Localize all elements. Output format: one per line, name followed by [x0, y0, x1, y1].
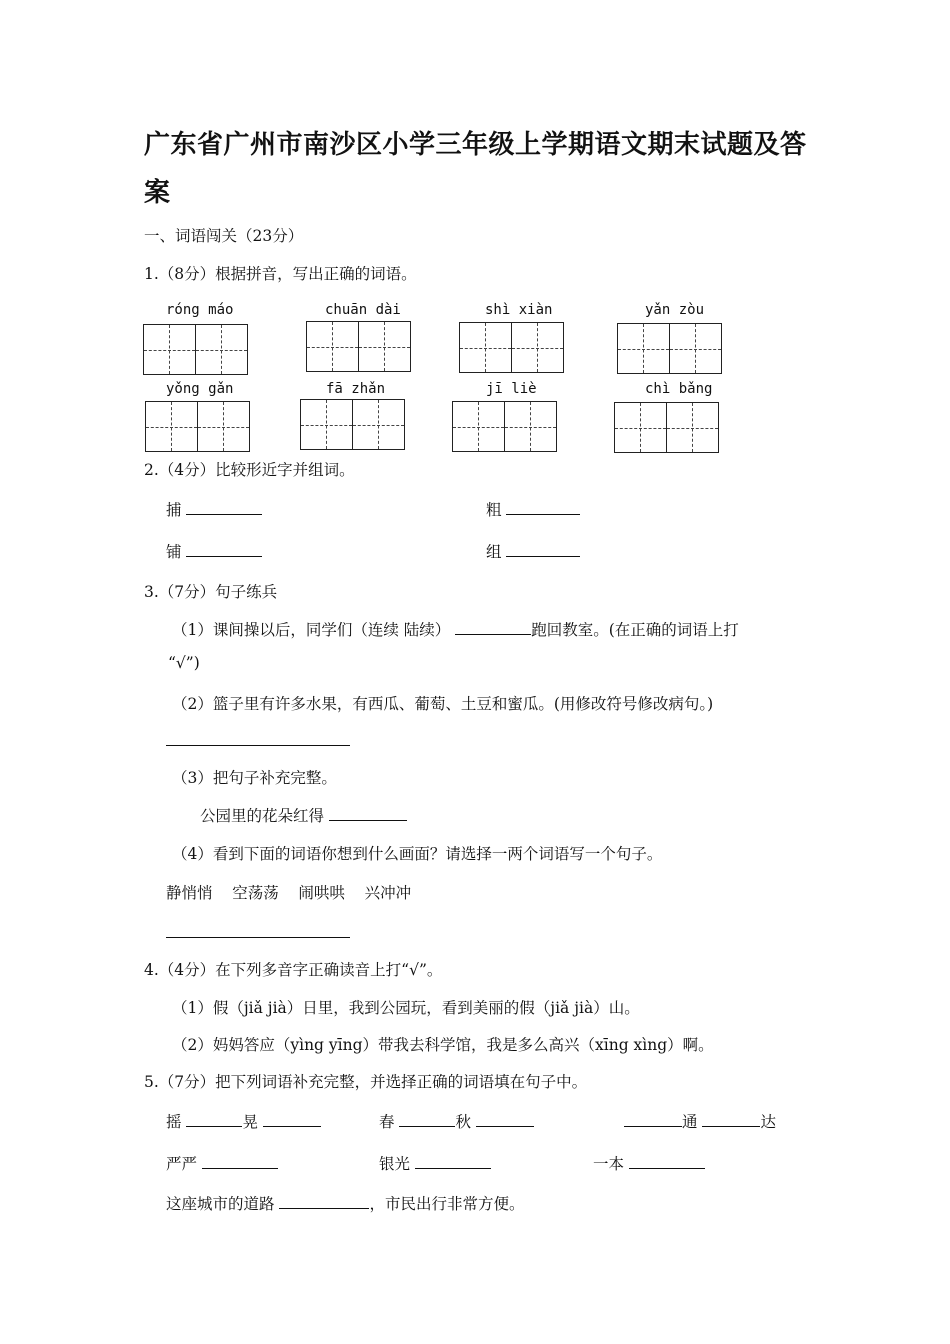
pinyin-7: jī liè [486, 381, 537, 397]
answer-blank[interactable] [506, 500, 580, 515]
question-5-label: 5.（7分）把下列词语补充完整，并选择正确的词语填在句子中。 [144, 1073, 588, 1091]
q4-sentence-1: （1）假（jiǎ jià）日里，我到公园玩，看到美丽的假（jiǎ jià）山。 [172, 999, 640, 1017]
pinyin-6: fā zhǎn [326, 381, 386, 397]
idiom-3: 通 达 [624, 1110, 776, 1132]
answer-blank[interactable] [263, 1112, 321, 1127]
page-title-continued: 案 [144, 178, 171, 208]
page-title: 广东省广州市南沙区小学三年级上学期语文期末试题及答 [144, 130, 807, 160]
writing-grid[interactable] [306, 321, 411, 372]
pinyin-4: yǎn zòu [645, 302, 705, 318]
question-4-label: 4.（4分）在下列多音字正确读音上打“√”。 [144, 961, 443, 979]
compare-char-4: 组 [486, 540, 580, 562]
pinyin-3: shì xiàn [485, 302, 553, 318]
idiom-6: 一本 [593, 1152, 705, 1174]
answer-blank[interactable] [329, 806, 407, 821]
writing-grid[interactable] [452, 401, 557, 452]
answer-blank[interactable] [186, 1112, 242, 1127]
pinyin-8: chì bǎng [645, 381, 713, 397]
pinyin-2: chuān dài [325, 302, 401, 318]
q3-sentence-4: （4）看到下面的词语你想到什么画面？请选择一两个词语写一个句子。 [172, 845, 663, 863]
pinyin-5: yǒng gǎn [166, 381, 234, 397]
idiom-4: 严严 [166, 1152, 278, 1174]
idiom-1: 摇 晃 [166, 1110, 321, 1132]
answer-blank[interactable] [455, 620, 531, 635]
answer-blank[interactable] [186, 500, 262, 515]
q3-sentence-3: （3）把句子补充完整。 [172, 769, 337, 787]
section-heading: 一、词语闯关（23分） [144, 227, 304, 245]
answer-blank[interactable] [202, 1154, 278, 1169]
writing-grid[interactable] [300, 399, 405, 450]
answer-blank[interactable] [629, 1154, 705, 1169]
writing-grid[interactable] [617, 323, 722, 374]
writing-grid[interactable] [145, 401, 250, 452]
pinyin-1: róng máo [166, 302, 234, 318]
answer-blank[interactable] [506, 542, 580, 557]
answer-blank[interactable] [415, 1154, 491, 1169]
question-3-label: 3.（7分）句子练兵 [144, 583, 278, 601]
q3-sentence-1: （1）课间操以后，同学们（连续 陆续） 跑回教室。(在正确的词语上打 [172, 621, 739, 639]
answer-line[interactable] [166, 937, 350, 938]
q5-sentence: 这座城市的道路 ，市民出行非常方便。 [166, 1195, 525, 1213]
q3-sentence-3-fill: 公园里的花朵红得 [200, 804, 407, 826]
answer-blank[interactable] [476, 1112, 534, 1127]
writing-grid[interactable] [614, 402, 719, 453]
answer-line[interactable] [166, 745, 350, 746]
q3-word-list: 静悄悄 空荡荡 闹哄哄 兴冲冲 [166, 884, 412, 902]
writing-grid[interactable] [143, 324, 248, 375]
q3-sentence-2: （2）篮子里有许多水果，有西瓜、葡萄、土豆和蜜瓜。(用修改符号修改病句。) [172, 695, 714, 713]
answer-blank[interactable] [702, 1112, 760, 1127]
compare-char-3: 铺 [166, 540, 262, 562]
compare-char-2: 粗 [486, 498, 580, 520]
compare-char-1: 捕 [166, 498, 262, 520]
question-1-label: 1.（8分）根据拼音，写出正确的词语。 [144, 265, 417, 283]
answer-blank[interactable] [399, 1112, 455, 1127]
idiom-2: 春 秋 [379, 1110, 534, 1132]
q3-sentence-1-cont: “√”) [168, 654, 200, 672]
q4-sentence-2: （2）妈妈答应（yìng yīng）带我去科学馆，我是多么高兴（xīng xìng）啊。 [172, 1036, 714, 1054]
answer-blank[interactable] [279, 1194, 369, 1209]
answer-blank[interactable] [624, 1112, 682, 1127]
writing-grid[interactable] [459, 322, 564, 373]
idiom-5: 银光 [379, 1152, 491, 1174]
question-2-label: 2.（4分）比较形近字并组词。 [144, 461, 355, 479]
answer-blank[interactable] [186, 542, 262, 557]
